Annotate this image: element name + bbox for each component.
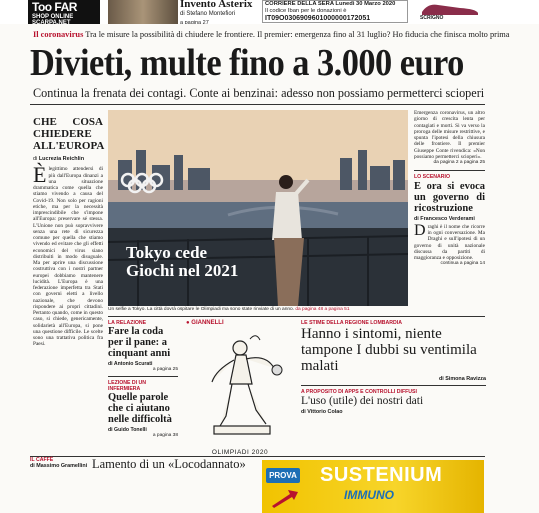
editorial-title[interactable]: CHE COSA CHIEDERE ALL'EUROPA: [33, 116, 105, 152]
col4-byline2: di Vittorio Colao: [301, 409, 343, 415]
scarpa-ad-sub: SHOP ONLINE SCARPA.NET: [32, 14, 74, 24]
scarpa-ad[interactable]: [28, 0, 100, 24]
cartoon-column: [186, 320, 294, 456]
col2-label: LA RELAZIONE: [108, 320, 147, 326]
scarpa-ad-title: Too FAR: [32, 0, 77, 14]
scrigno-label: SCRIGNO: [420, 15, 444, 21]
asterix-teaser[interactable]: [180, 0, 252, 24]
col2-page: a pagina 25: [152, 367, 178, 372]
right-body: Emergenza coronavirus, un altro giorno di crescita lenta per contagiati e morti. Si va verso la proroga delle misure restrittive, e spunta l'ipotesi della chiusura delle frontiere. Il premier Giuseppe Conte rivendica: «Non possiamo permetterci scioperi».: [414, 110, 485, 160]
col4-title2[interactable]: L'uso (utile) dei nostri dati: [301, 395, 424, 407]
caffe-title[interactable]: Lamento di un «Locodannato»: [92, 457, 246, 471]
divider: [30, 104, 485, 105]
shoe-icon: [420, 0, 480, 16]
col2-label2: LEZIONE DI UN INFERMIERA: [108, 380, 147, 392]
scrigno-ad[interactable]: [418, 0, 482, 24]
caffe-column: [30, 457, 260, 469]
donation-iban: IT09O0306909601000000172051: [265, 15, 371, 22]
donation-line2: Il codice Iban per le donazioni è: [265, 8, 347, 14]
column-2: [108, 320, 178, 438]
asterix-image: [108, 0, 178, 24]
front-kicker: [33, 30, 510, 39]
sustenium-sub: IMMUNO: [344, 488, 394, 502]
arrow-icon: [270, 488, 300, 510]
col4-title[interactable]: Hanno i sintomi, niente tampone I dubbi su ventimila malati: [301, 326, 477, 374]
photo-title: Tokyo cede Giochi nel 2021: [126, 243, 239, 280]
donation-box: [262, 0, 408, 23]
editorial-body: legittimo attendersi di più dall'Europa dinanzi a una situazione drammatica come quella che stiamo vivendo a causa del Covid-19. Non solo per ragioni etiche, ma per la necessità imprescindibile che s'impone all'Europa: preservare sé stessa. L'Unione non può sopravvivere senza una rete di sicurezza comune per quella che stiamo vivendo ed evitare che gli effetti economici del virus siano distribuiti in modo disuguale. Ma per aprire una discussione costruttiva con i nostri partner europei dobbiamo mantenere lucidità. L'Europa è una federazione imperfetta tra Stati con governi eletti a livello nazionale, che devono rispondere ai propri cittadini. Pertanto quando, come in questo caso, si chiede, genericamente, solidarietà all'Europa, si pone una questione difficile. Le scelte sono una trattativa politica fra Paesi.: [33, 166, 103, 348]
col2-byline2: di Guido Tonelli: [108, 427, 147, 433]
right-label: LO SCENARIO: [414, 174, 451, 181]
caffe-label: IL CAFFÈ: [30, 457, 54, 463]
asterix-page: a pagina 27: [180, 20, 209, 24]
cartoon-label: ● GIANNELLI: [186, 320, 224, 326]
right-dropcap: D: [414, 221, 426, 239]
column-4: [301, 320, 486, 415]
col2-byline: di Antonio Scurati: [108, 361, 153, 367]
kicker-text: Tra le misure la possibilità di chiudere le frontiere. Il premier: emergenza fino al 31 luglio? Ho fiducia che finisca molto prima: [85, 30, 510, 39]
col2-page2: a pagina 38: [152, 433, 178, 438]
col4-label2: A PROPOSITO DI APPS E CONTROLLI DIFFUSI: [301, 389, 417, 395]
right-title[interactable]: E ora si evoca un governo di ricostruzione: [414, 180, 485, 214]
col2-title[interactable]: Fare la coda per il pane: a cinquant anni: [108, 326, 171, 359]
col2-title2[interactable]: Quelle parole che ci aiutano nelle difficoltà: [108, 392, 172, 425]
right-body2: raghi è il nome che ricorre in ogni conversazione. Ma Draghi e sull'ipotesi di un governo di unità nazionale discussa da partiti di maggioranza e opposizione.: [414, 223, 485, 261]
asterix-byline: di Stefano Montefiori: [180, 10, 236, 17]
divider-2: [108, 316, 485, 317]
sustenium-brand: SUSTENIUM: [320, 464, 443, 486]
col4-byline3: di Simona Ravizza: [438, 376, 486, 382]
tokyo-photo[interactable]: [108, 110, 408, 306]
editorial-byline: di Lucrezia Reichlin: [33, 156, 85, 162]
sustenium-ad[interactable]: [262, 460, 484, 513]
photo-caption: Un selfie a Tokyo. La città dovrà ospitare le Olimpiadi ma sono state rinviate di un anno. da pagina 48 a pagina 51: [108, 307, 350, 312]
col4-label: LE STIME DELLA REGIONE LOMBARDIA: [301, 320, 402, 326]
editorial-column: [33, 116, 103, 348]
right-page: da pagina 2 a pagina 25: [433, 160, 485, 165]
donation-line1: CORRIERE DELLA SERA Lunedì 30 Marzo 2020: [265, 1, 396, 7]
main-subheadline: Continua la frenata dei contagi. Conte ai benzinai: adesso non possiamo permetterci scioperi: [33, 86, 485, 100]
ad-strip: [0, 0, 539, 24]
asterix-title: Invento Asterix: [180, 0, 253, 10]
main-headline[interactable]: Divieti, multe fino a 3.000 euro: [30, 42, 464, 84]
right-page2: continua a pagina 14: [440, 261, 485, 267]
prova-badge: PROVA: [266, 468, 300, 483]
caffe-byline: di Massimo Gramellini: [30, 463, 88, 469]
right-column: [414, 110, 485, 268]
kicker-label: Il coronavirus: [33, 30, 84, 39]
right-byline: di Francesco Verderami: [414, 215, 475, 222]
editorial-dropcap: È: [33, 162, 47, 188]
cartoon-caption: OLIMPIADI 2020: [211, 449, 269, 456]
discobolus-cartoon[interactable]: [186, 326, 294, 444]
